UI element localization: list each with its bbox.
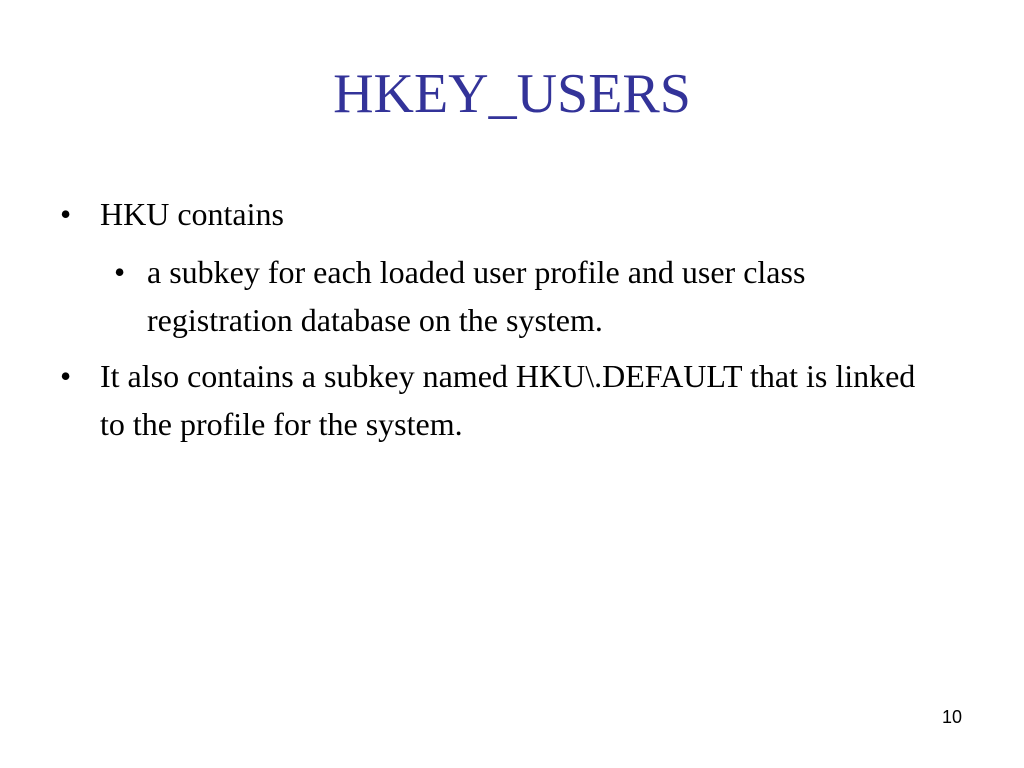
bullet-list — [58, 190, 938, 458]
bullet-icon: • — [60, 196, 72, 232]
sub-bullet-item — [114, 248, 938, 344]
bullet-item — [58, 190, 938, 238]
slide-title: HKEY_USERS — [333, 63, 691, 125]
bullet-item — [58, 352, 938, 448]
bullet-text: It also contains a subkey named HKU\.DEFAULT that is linked to the profile for the system. — [100, 358, 916, 442]
page-number: 10 — [941, 707, 962, 727]
bullet-text: HKU contains — [100, 196, 284, 232]
bullet-icon: • — [60, 358, 72, 394]
bullet-icon: • — [114, 254, 126, 290]
bullet-text: a subkey for each loaded user profile and user class registration database on the system. — [147, 254, 806, 338]
